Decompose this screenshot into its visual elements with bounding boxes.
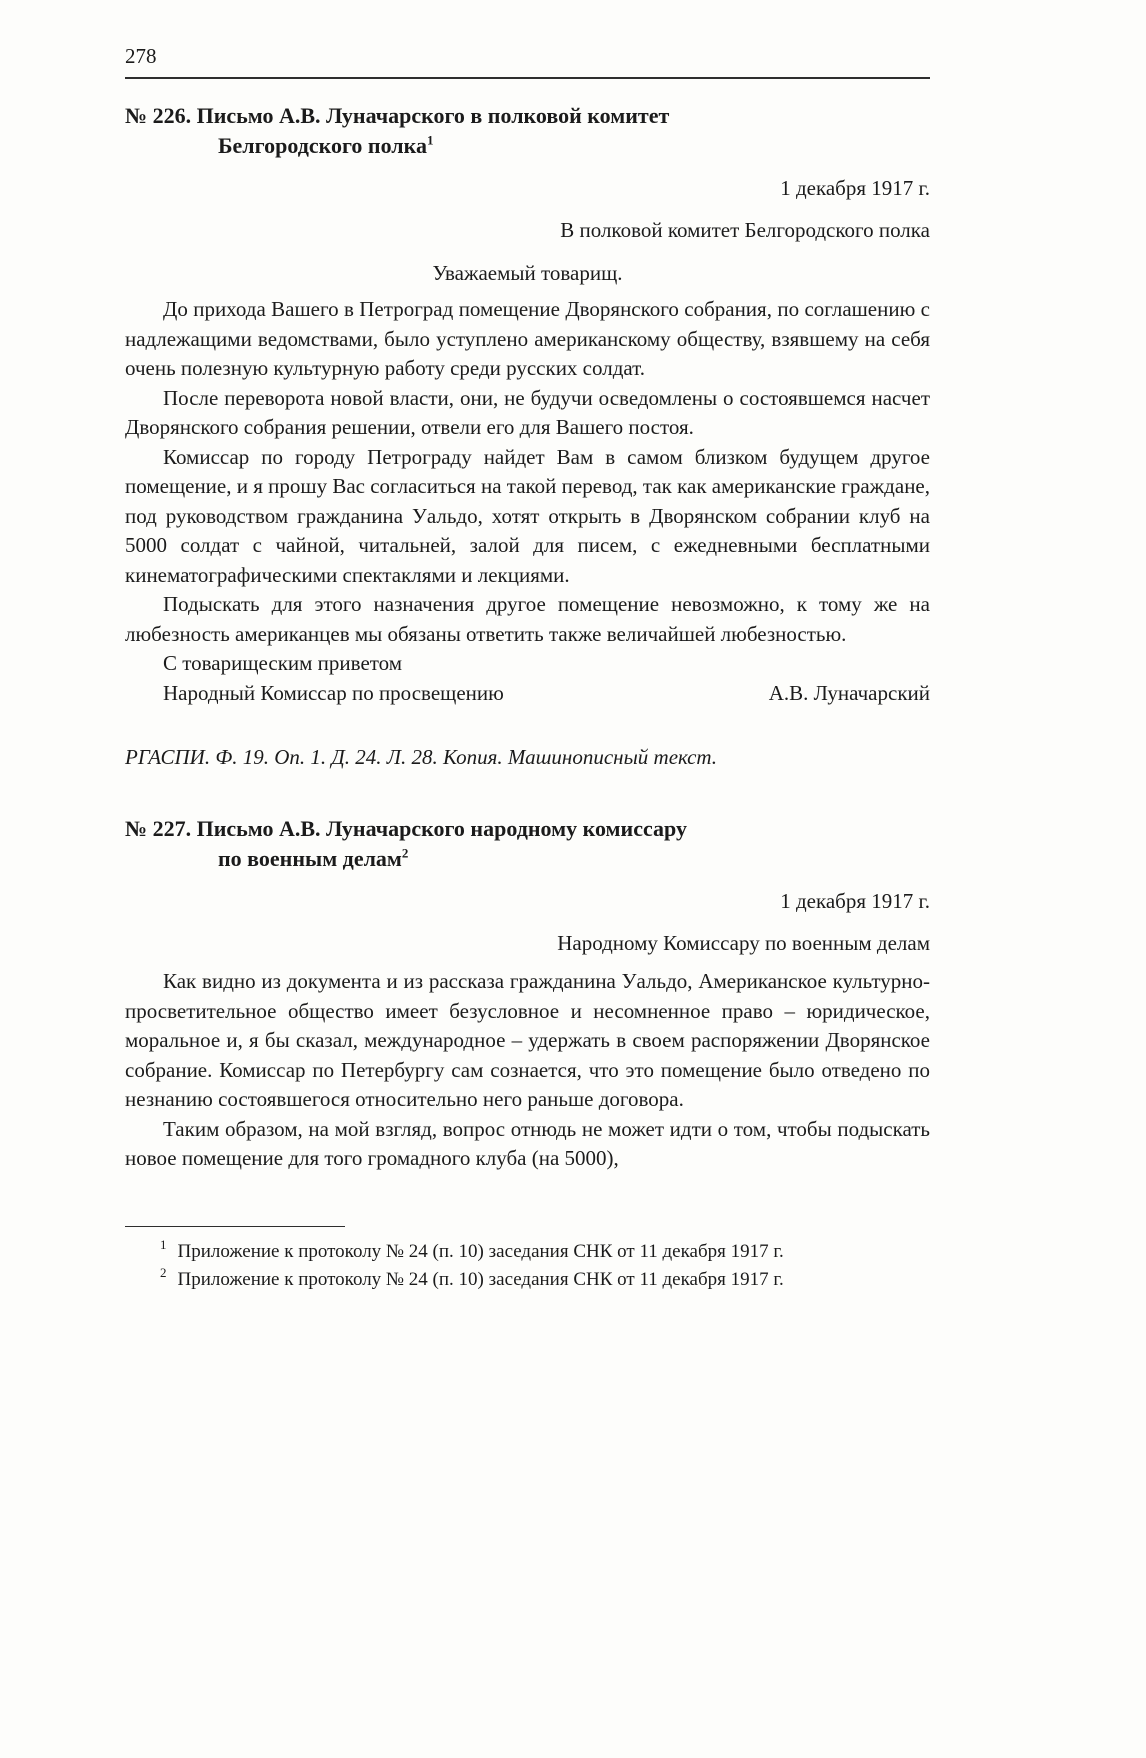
document-226-salutation: Уважаемый товарищ. (432, 261, 623, 285)
document-227-date: 1 декабря 1917 г. (780, 889, 930, 913)
document-226-date: 1 декабря 1917 г. (780, 176, 930, 200)
page-number: 278 (125, 44, 157, 68)
signature-name: А.В. Луначарский (768, 680, 930, 705)
document-227-addressee: Народному Комиссару по военным делам (557, 931, 930, 955)
footnotes-section (125, 1226, 930, 1294)
document-226-heading (125, 101, 930, 161)
paragraph: Таким образом, на мой взгляд, вопрос отнюдь не может идти о том, чтобы подыскать новое помещение для того громадного клуба (на 5000), (125, 1116, 930, 1170)
footnote-1 (125, 1238, 930, 1266)
paragraph: До прихода Вашего в Петроград помещение Дворянского собрания, по соглашению с надлежащими ведомствами, было уступлено американскому обществу, взявшему на себя очень полезную культурную работу среди русских солдат. (125, 297, 930, 380)
footnote-2-marker: 2 (160, 1265, 167, 1281)
signature-role: Народный Комиссар по просвещению (163, 680, 504, 705)
page-header-rule (125, 77, 930, 79)
document-letter-226 (125, 101, 930, 770)
footnote-2 (125, 1266, 930, 1294)
footnote-ref-2: 2 (401, 845, 409, 861)
document-227-heading (125, 814, 930, 874)
document-226-heading-line1: № 226. Письмо А.В. Луначарского в полковой комитет (125, 103, 670, 128)
archive-reference: РГАСПИ. Ф. 19. Оп. 1. Д. 24. Л. 28. Копия. Машинописный текст. (125, 745, 718, 769)
paragraph: Комиссар по городу Петрограду найдет Вам в самом близком будущем другое помещение, и я прошу Вас согласиться на такой перевод, так как американские граждане, под руководством гражданина Уальдо, хотят открыть в Дворянском собрании клуб на 5000 солдат с чайной, читальней, залой для писем, с ежедневными бесплатными кинематографическими спектаклями и лекциями. (125, 444, 930, 587)
document-226-addressee: В полковой комитет Белгородского полка (560, 218, 930, 242)
paragraph: Подыскать для этого назначения другое помещение невозможно, к тому же на любезность американцев мы обязаны ответить также величайшей любезностью. (125, 592, 930, 646)
document-226-signature-row (125, 679, 930, 709)
paragraph: Как видно из документа и из рассказа гражданина Уальдо, Американское культурно-просветительное общество имеет безусловное и несомненное право – юридическое, моральное и, я бы сказал, международное – удержать в своем распоряжении Дворянское собрание. Комиссар по Петербургу сам сознается, что это помещение было отведено по незнанию состоявшегося относительно него раньше договора. (125, 969, 930, 1111)
footnote-rule (125, 1226, 345, 1227)
document-letter-227 (125, 814, 930, 1174)
footnote-1-marker: 1 (160, 1237, 167, 1253)
paragraph: После переворота новой власти, они, не будучи осведомлены о состоявшемся насчет Дворянского собрания решении, отвели его для Вашего постоя. (125, 385, 930, 439)
document-226-heading-line2-text: Белгородского полка (218, 133, 427, 158)
document-227-heading-line2 (125, 844, 930, 874)
document-226-closing: С товарищеским приветом (163, 651, 403, 675)
document-227-heading-line2-text: по военным делам (218, 846, 402, 871)
footnote-2-text: Приложение к протоколу № 24 (п. 10) заседания СНК от 11 декабря 1917 г. (177, 1268, 784, 1290)
footnote-ref-1: 1 (427, 132, 434, 148)
document-227-heading-line1: № 227. Письмо А.В. Луначарского народному комиссару (125, 816, 687, 841)
footnote-1-text: Приложение к протоколу № 24 (п. 10) заседания СНК от 11 декабря 1917 г. (177, 1240, 784, 1262)
document-226-heading-line2 (125, 131, 930, 161)
